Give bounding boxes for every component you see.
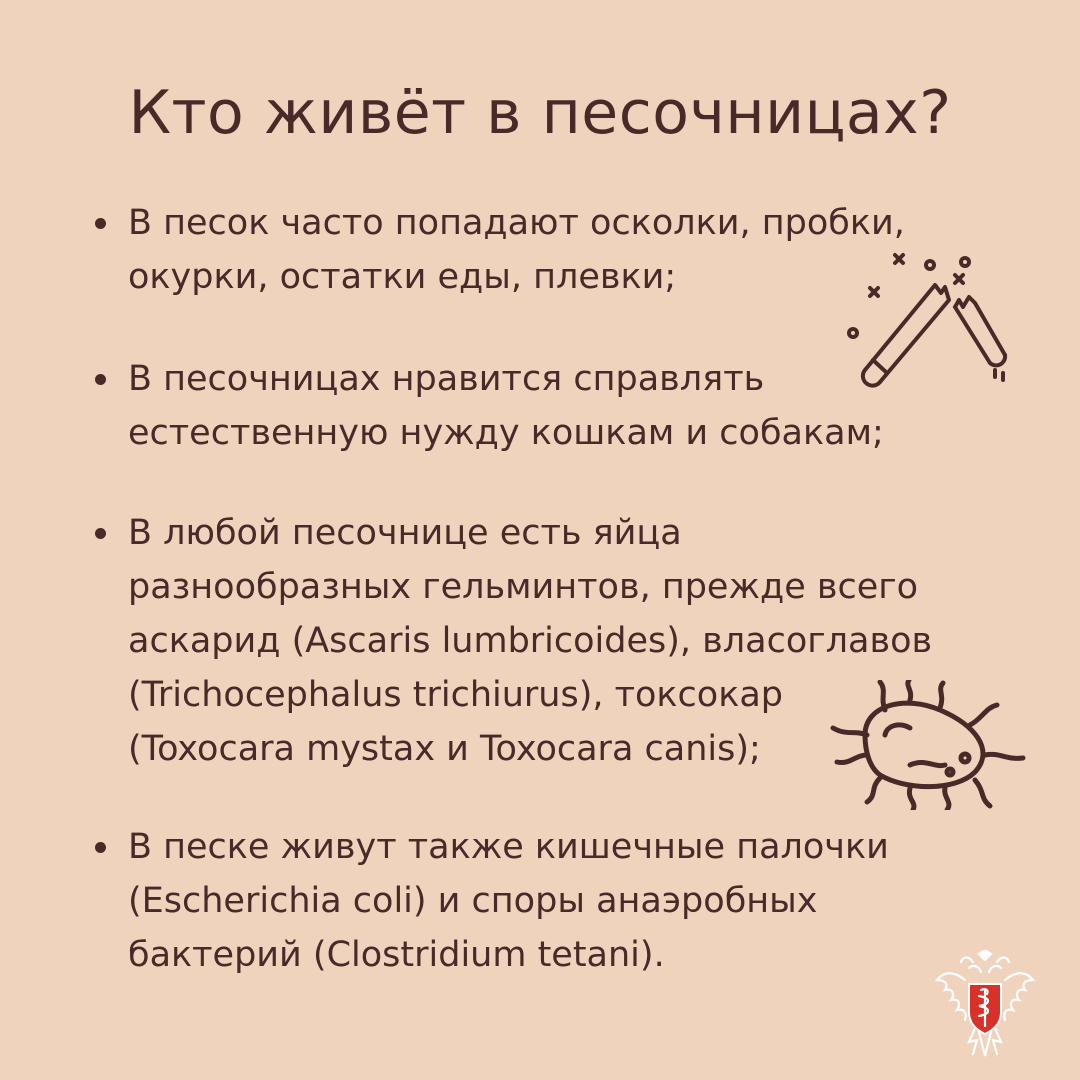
coat-of-arms-emblem bbox=[935, 950, 1035, 1058]
text-line: естественную нужду кошкам и собакам; bbox=[128, 413, 884, 453]
text-line: В любой песочнице есть яйца bbox=[128, 513, 682, 553]
bullet-icon bbox=[95, 218, 106, 229]
broken-cigarette-icon bbox=[845, 245, 1020, 405]
text-line: разнообразных гельминтов, прежде всего bbox=[128, 567, 919, 607]
text-line: (Trichocephalus trichiurus), токсокар bbox=[128, 675, 784, 715]
list-item-text bbox=[128, 820, 978, 982]
text-line: аскарид (Ascaris lumbricoides), власоглавов bbox=[128, 621, 933, 661]
bullet-icon bbox=[95, 842, 106, 853]
bullet-icon bbox=[95, 374, 106, 385]
text-line: (Escherichia coli) и споры анаэробных bbox=[128, 881, 818, 921]
text-line: окурки, остатки еды, плевки; bbox=[128, 257, 677, 297]
bacteria-icon bbox=[825, 680, 1030, 810]
text-line: (Toxocara mystax и Toxocara canis); bbox=[128, 729, 761, 769]
page-title: Кто живёт в песочницах? bbox=[128, 78, 952, 148]
text-line: В песочницах нравится справлять bbox=[128, 359, 765, 399]
text-line: бактерий (Clostridium tetani). bbox=[128, 935, 665, 975]
bullet-icon bbox=[95, 528, 106, 539]
text-line: В песке живут также кишечные палочки bbox=[128, 827, 889, 867]
text-line: В песок часто попадают осколки, пробки, bbox=[128, 203, 905, 243]
